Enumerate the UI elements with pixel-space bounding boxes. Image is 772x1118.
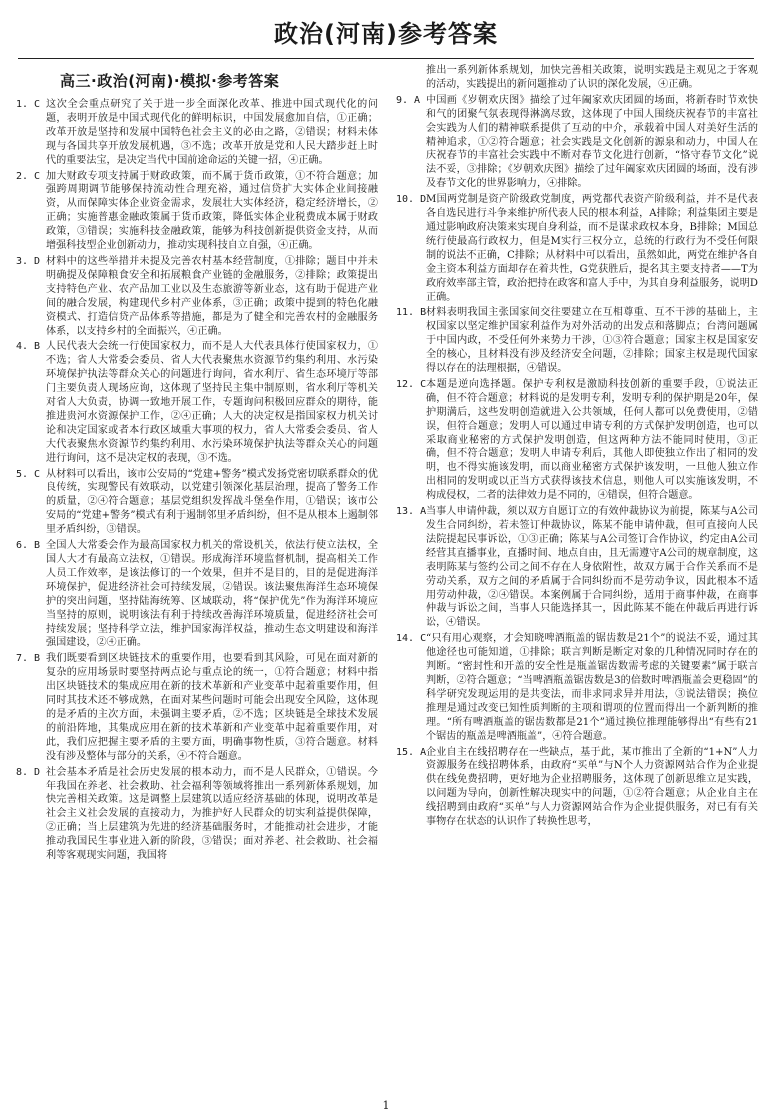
answer-explanation: 中国画《岁朝欢庆图》描绘了过年阖家欢庆团圆的场面，将新春时节欢快和气的团聚气氛表现得淋漓尽致，这体现了中国人围绕庆祝春节的丰富社会实践为人们的精神联系提供了互动的中介，承载着中国人对美好生活的精神追求，①②符合题意；社会实践是文化创新的源泉和动力，中国人在庆祝春节的丰富社会实践中不断对春节文化进行创新，“恪守春节文化”说法不妥，③排除；《岁朝欢庆图》描绘了过年阖家欢庆团圆的场面，没有涉及春节文化的世界影响力，④排除。 bbox=[426, 94, 758, 190]
answer-number: 13. A bbox=[396, 506, 427, 518]
title-divider bbox=[18, 58, 754, 59]
answer-entry bbox=[396, 64, 758, 92]
answer-explanation: 加大财政专项支持属于财政政策，而不属于货币政策，①不符合题意；加强跨周期调节能够保持流动性合理充裕，通过信贷扩大实体企业间接融资，从而保障实体企业资金需求，发展壮大实体经济，稳定经济增长，②正确；实施普惠金融政策属于货币政策，降低实体企业税费成本属于财政政策，③错误；实施科技金融政策，能够为科技创新提供资金支持，从而增强科技型企业创新动力，推动实现科技自立自强，④正确。 bbox=[46, 170, 378, 252]
page-title: 政治(河南)参考答案 bbox=[274, 20, 498, 48]
section-subtitle: 高三·政治(河南)·模拟·参考答案 bbox=[60, 72, 280, 90]
answer-entry bbox=[396, 306, 758, 376]
answer-explanation: 本题是逆向选择题。保护专利权是激励科技创新的重要手段，①说法正确，但不符合题意；材料说的是发明专利，发明专利的保护期是20年，保护期满后，这些发明创造就进入公共领域，任何人都可以免费使用，②错误，但符合题意；发明人可以通过申请专利的方式保护发明创造，也可以采取商业秘密的方式保护发明创造，但这两种方法不能同时使用，③正确，但不符合题意；发明人申请专利后，其他人即使独立作出了相同的发明，也不得实施该发明，而以商业秘密方式保护该发明，一旦他人独立作出相同的发明或以正当方式获得该技术信息，则他人可以实施该发明，不构成侵权，二者的法律效力是不同的，④错误，但符合题意。 bbox=[426, 378, 758, 502]
answer-explanation: 从材料可以看出，该市公安局的“党建+警务”模式发扬党密切联系群众的优良传统，实现警民有效联动，以党建引领深化基层治理，提高了警务工作的质量，②④符合题意；基层党组织发挥战斗堡垒作用，①错误；该市公安局的“党建+警务”模式有利于遏制邻里矛盾纠纷，但不是从根本上遏制邻里矛盾纠纷，③错误。 bbox=[46, 468, 378, 536]
answer-explanation: M国两党制是资产阶级政党制度，两党都代表资产阶级利益，并不是代表各自选民进行斗争来维护所代表人民的根本利益，A排除；利益集团主要是通过影响政府决策来实现自身利益，而不是谋求政权本身，B排除；M国总统行使最高行政权力，但是M实行三权分立，总统的行政行为不受任何限制的说法不正确，C排除；从材料中可以看出，虽然如此，两党在维护各自金主资本利益方面却存在着共性，G党获胜后，提名其主要支持者——T为政府效率部主管，政治把持在政客和富人手中，为其自身利益服务，说明D正确。 bbox=[426, 194, 758, 303]
answer-number: 15. A bbox=[396, 746, 427, 758]
answer-number: 7. B bbox=[16, 653, 41, 665]
answer-number: 4. B bbox=[16, 341, 41, 353]
answer-entry bbox=[16, 98, 378, 168]
answer-list-left bbox=[16, 98, 378, 863]
answer-explanation: 这次全会重点研究了关于进一步全面深化改革、推进中国式现代化的问题，表明开放是中国式现代化的鲜明标识，中国发展愈加自信，①正确；改革开放是坚持和发展中国特色社会主义的必由之路，②错误；材料未体现与各国共享开放发展机遇，③不选；改革开放是党和人民大踏步赶上时代的重要法宝，是决定当代中国前途命运的关键一招，④正确。 bbox=[46, 99, 378, 166]
answer-explanation: 材料中的这些举措并未提及完善农村基本经营制度，①排除；题目中并未明确提及保障粮食安全和拓展粮食产业链的金融服务，②排除；政策提出支持特色产业、农产品加工业以及生态旅游等新业态，这有助于促进产业间的融合发展，构建现代乡村产业体系，③正确；政策中提到的特色化融资模式、打造信贷产品体系等措施，都是为了健全和完善农村的金融服务体系，以支持乡村的全面振兴，④正确。 bbox=[46, 255, 378, 337]
answer-entry bbox=[16, 766, 378, 863]
answer-explanation: 社会基本矛盾是社会历史发展的根本动力，而不是人民群众，①错误。今年我国在养老、社会救助、社会福利等领域将推出一系列新体系规划，加快完善相关政策。这是调整上层建筑以适应经济基础的体现，说明改革是社会主义社会发展的直接动力，为推护好人民群众的切实利益提供保障，②正确；当上层建筑为先进的经济基础服务时，才能推动社会进步，才能推动我国民生事业进入新的阶段，③错误；面对养老、社会救助、社会福利等客观现实问题，我国将 bbox=[46, 766, 378, 862]
answer-explanation: 我们既要看到区块链技术的重要作用，也要看到其风险，可见在面对新的复杂的应用场景时要坚持两点论与重点论的统一，①符合题意；材料中指出区块链技术的集成应用在新的技术革新和产业变革中起着重要作用，但同时其技术还不够成熟，在面对某些问题时可能会出现安全风险，这体现的是矛盾的主次方面，未强调主要矛盾，②不选；区块链是全球技术发展的前沿阵地，其集成应用在新的技术革新和产业变革中起着重要作用，对此，我们应把握主要矛盾的主要方面，明确事物性质，③符合题意。材料没有涉及整体与部分的关系，④不符合题意。 bbox=[46, 653, 378, 762]
answer-entry bbox=[16, 652, 378, 763]
answer-entry bbox=[16, 255, 378, 338]
answer-number: 14. C bbox=[396, 633, 427, 645]
answer-explanation: 人民代表大会统一行使国家权力，而不是人大代表具体行使国家权力，①不选；省人大常委会委员、省人大代表聚焦水资源节约集约利用、水污染环境保护执法等群众关心的问题进行询问，省水利厅、省生态环境厅等部门主要负责人现场应询，这体现了坚持民主集中制原则，省水利厅等机关对省人大负责，协调一致地开展工作，专题询问积极回应群众的期待，能推进贵河水资源保护工作，②④正确；人大的决定权是指国家权力机关讨论和决定国家或者本行政区域重大事项的权力，省人大常委会委员、省人大代表聚焦水资源节约集约利用、水污染环境保护执法等群众关心的问题进行询问，这不是决定权的表现，③不选。 bbox=[46, 341, 378, 464]
answer-number: 2. C bbox=[16, 170, 41, 182]
answer-entry bbox=[396, 94, 758, 191]
answer-number: 12. C bbox=[396, 378, 427, 390]
answer-entry bbox=[396, 505, 758, 630]
answer-entry bbox=[396, 193, 758, 304]
answer-number: 3. D bbox=[16, 255, 41, 267]
answer-number: 5. C bbox=[16, 468, 41, 480]
answer-list-right bbox=[396, 64, 758, 829]
answer-entry bbox=[396, 378, 758, 503]
page-number: 1 bbox=[382, 1099, 390, 1112]
answer-entry bbox=[396, 632, 758, 743]
left-column bbox=[16, 64, 378, 1096]
answer-entry bbox=[16, 468, 378, 538]
answer-number: 8. D bbox=[16, 766, 41, 778]
answer-entry bbox=[396, 746, 758, 829]
right-column bbox=[396, 64, 758, 1096]
answer-number: 9. A bbox=[396, 94, 421, 106]
answer-entry bbox=[16, 340, 378, 465]
answer-entry bbox=[16, 170, 378, 253]
answer-number: 6. B bbox=[16, 540, 41, 552]
answer-number: 10. D bbox=[396, 194, 427, 206]
answer-explanation: “只有用心观察，才会知晓啤酒瓶盖的锯齿数是21个”的说法不妥，通过其他途径也可能知道，①排除；联言判断是断定对象的几种情况同时存在的判断。“密封性和开盖的安全性是瓶盖锯齿数需考虑的关键要素”属于联言判断，②符合题意；“当啤酒瓶盖锯齿数是3的倍数时啤酒瓶盖会更稳固”的科学研究发现运用的是共变法，而非求同求异并用法，③说法错误；换位推理是通过改变已知性质判断的主项和谓项的位置而得出一个新判断的推理。“所有啤酒瓶盖的锯齿数都是21个”通过换位推理能够得出“有些有21个锯齿的瓶盖是啤酒瓶盖”，④符合题意。 bbox=[426, 633, 758, 742]
answer-explanation: 当事人申请仲裁，须以双方自愿订立的有效仲裁协议为前提，陈某与A公司发生合同纠纷，若未签订仲裁协议，陈某不能申请仲裁，但可直接向人民法院提起民事诉讼，①③正确；陈某与A公司签订合作协议，约定由A公司经营其直播事业，直播时间、地点自由，且无需遵守A公司的规章制度，这表明陈某与签约公司之间不存在人身依附性，故双方属于合作关系而不是劳动关系，双方之间的矛盾属于合同纠纷而不是劳动争议，因此根本不适用劳动仲裁，②④错误。本案例属于合同纠纷，适用于商事仲裁，在商事仲裁与诉讼之间，当事人只能选择其一，因此陈某不能在仲裁后再进行诉讼，④错误。 bbox=[426, 506, 758, 629]
answer-explanation: 全国人大常委会作为最高国家权力机关的常设机关，依法行使立法权，全国人大才有最高立法权，①错误。形成海洋环境监督机制，提高相关工作人员工作效率，是该法修订的一个效果，但并不是目的，目的是促进海洋环境保护，促进经济社会可持续发展，②错误。该法聚焦海洋生态环境保护的突出问题，坚持陆海统筹、区域联动，将“保护优先”作为海洋环境应当坚持的原则，说明该法有利于持续改善海洋环境质量，促进经济社会可持续发展；坚持科学立法，维护国家海洋权益，推动生态文明建设和海洋强国建设，②④正确。 bbox=[46, 540, 378, 649]
answer-explanation: 企业自主在线招聘存在一些缺点，基于此，某市推出了全新的“1+N”人力资源服务在线招聘体系，由政府“买单”与N个人力资源网站合作为企业提供在线免费招聘，更好地为企业招聘服务，这体现了创新思维立足实践，以问题为导向，创新性解决现实中的问题，①②符合题意；从企业自主在线招聘到由政府“买单”与人力资源网站合作为企业提供服务，对已有有关事物存在状态的认识作了转换性思考， bbox=[426, 746, 758, 828]
answer-entry bbox=[16, 539, 378, 650]
answer-number: 11. B bbox=[396, 307, 427, 319]
answer-number: 1. C bbox=[16, 99, 41, 110]
answer-explanation: 推出一系列新体系规划，加快完善相关政策，说明实践是主观见之于客观的活动，实践提出的新问题推动了认识的深化发展，④正确。 bbox=[426, 65, 758, 90]
answer-explanation: 材料表明我国主张国家间交往要建立在互相尊重、互不干涉的基础上，主权国家以坚定维护国家利益作为对外活动的出发点和落脚点；台湾问题属于中国内政，不受任何外来势力干涉，①③符合题意；国家主权是国家安全的核心，且材料没有涉及经济安全问题，②排除；国家主权是现代国家得以存在的法理根据，④错误。 bbox=[426, 307, 758, 375]
